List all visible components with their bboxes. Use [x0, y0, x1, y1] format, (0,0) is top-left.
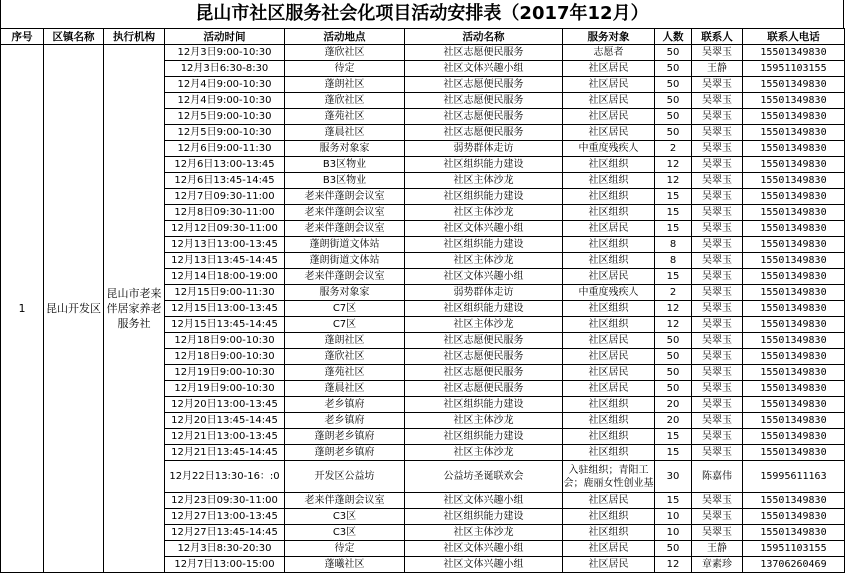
- cell-time: 12月19日9:00-10:30: [165, 365, 285, 381]
- cell-activity: 弱势群体走访: [405, 141, 563, 157]
- cell-phone: 15501349830: [743, 285, 845, 301]
- cell-phone: 15951103155: [743, 541, 845, 557]
- cell-activity: 社区主体沙龙: [405, 445, 563, 461]
- cell-count: 50: [655, 93, 692, 109]
- header-cell-district: 区镇名称: [44, 29, 104, 45]
- cell-contact: 吴翠玉: [692, 493, 743, 509]
- cell-activity: 社区文体兴趣小组: [405, 541, 563, 557]
- cell-target: 社区组织: [563, 413, 655, 429]
- cell-phone: 15501349830: [743, 125, 845, 141]
- cell-place: 蓬欣社区: [285, 93, 405, 109]
- cell-target: 社区组织: [563, 445, 655, 461]
- cell-time: 12月8日09:30-11:00: [165, 205, 285, 221]
- cell-target: 志愿者: [563, 45, 655, 61]
- cell-activity: 社区文体兴趣小组: [405, 221, 563, 237]
- cell-place: 蓬朗老乡镇府: [285, 429, 405, 445]
- cell-time: 12月3日6:30-8:30: [165, 61, 285, 77]
- cell-place: C7区: [285, 317, 405, 333]
- cell-contact: 吴翠玉: [692, 141, 743, 157]
- cell-target: 社区居民: [563, 493, 655, 509]
- cell-contact: 王静: [692, 61, 743, 77]
- cell-count: 15: [655, 493, 692, 509]
- cell-activity: 社区组织能力建设: [405, 189, 563, 205]
- cell-place: 老来伴蓬朗会议室: [285, 221, 405, 237]
- cell-activity: 社区主体沙龙: [405, 173, 563, 189]
- cell-place: 待定: [285, 61, 405, 77]
- cell-target: 社区组织: [563, 317, 655, 333]
- cell-phone: 15501349830: [743, 301, 845, 317]
- cell-target: 社区居民: [563, 333, 655, 349]
- cell-time: 12月6日13:00-13:45: [165, 157, 285, 173]
- cell-time: 12月4日9:00-10:30: [165, 93, 285, 109]
- cell-time: 12月13日13:45-14:45: [165, 253, 285, 269]
- sheet-title: 昆山市社区服务社会化项目活动安排表（2017年12月）: [0, 0, 844, 28]
- cell-target: 社区居民: [563, 77, 655, 93]
- cell-time: 12月18日9:00-10:30: [165, 349, 285, 365]
- cell-activity: 社区文体兴趣小组: [405, 493, 563, 509]
- cell-activity: 社区文体兴趣小组: [405, 269, 563, 285]
- cell-count: 15: [655, 189, 692, 205]
- cell-count: 15: [655, 269, 692, 285]
- cell-phone: 15951103155: [743, 61, 845, 77]
- cell-phone: 15501349830: [743, 413, 845, 429]
- cell-place: 蓬苑社区: [285, 365, 405, 381]
- cell-target: 社区组织: [563, 237, 655, 253]
- cell-place: 蓬晨社区: [285, 125, 405, 141]
- cell-target: 社区居民: [563, 541, 655, 557]
- cell-count: 8: [655, 237, 692, 253]
- cell-count: 8: [655, 253, 692, 269]
- header-cell-contact: 联系人: [692, 29, 743, 45]
- cell-contact: 吴翠玉: [692, 333, 743, 349]
- cell-phone: 15501349830: [743, 173, 845, 189]
- cell-contact: 吴翠玉: [692, 285, 743, 301]
- cell-phone: 15501349830: [743, 205, 845, 221]
- cell-count: 20: [655, 413, 692, 429]
- cell-phone: 15501349830: [743, 365, 845, 381]
- cell-count: 50: [655, 365, 692, 381]
- cell-activity: 社区文体兴趣小组: [405, 61, 563, 77]
- cell-place: C3区: [285, 509, 405, 525]
- cell-activity: 社区主体沙龙: [405, 525, 563, 541]
- cell-place: 老乡镇府: [285, 413, 405, 429]
- cell-seq: 1: [1, 45, 44, 573]
- cell-count: 50: [655, 541, 692, 557]
- cell-contact: 吴翠玉: [692, 269, 743, 285]
- cell-target: 社区居民: [563, 381, 655, 397]
- cell-time: 12月14日18:00-19:00: [165, 269, 285, 285]
- cell-contact: 吴翠玉: [692, 525, 743, 541]
- cell-target: 社区组织: [563, 253, 655, 269]
- cell-contact: 章素珍: [692, 557, 743, 573]
- cell-target: 社区组织: [563, 509, 655, 525]
- cell-time: 12月5日9:00-10:30: [165, 109, 285, 125]
- cell-time: 12月7日09:30-11:00: [165, 189, 285, 205]
- cell-time: 12月22日13:30-16：:0: [165, 461, 285, 493]
- cell-contact: 吴翠玉: [692, 45, 743, 61]
- cell-activity: 社区组织能力建设: [405, 237, 563, 253]
- cell-count: 50: [655, 333, 692, 349]
- cell-time: 12月21日13:00-13:45: [165, 429, 285, 445]
- cell-contact: 吴翠玉: [692, 413, 743, 429]
- cell-place: 蓬晨社区: [285, 381, 405, 397]
- schedule-table: [0, 28, 845, 573]
- header-cell-time: 活动时间: [165, 29, 285, 45]
- header-cell-seq: 序号: [1, 29, 44, 45]
- cell-contact: 吴翠玉: [692, 429, 743, 445]
- cell-count: 15: [655, 445, 692, 461]
- cell-count: 12: [655, 557, 692, 573]
- cell-target: 社区组织: [563, 301, 655, 317]
- cell-count: 2: [655, 285, 692, 301]
- cell-contact: 吴翠玉: [692, 173, 743, 189]
- header-cell-phone: 联系人电话: [743, 29, 845, 45]
- cell-target: 社区组织: [563, 429, 655, 445]
- cell-phone: 15501349830: [743, 333, 845, 349]
- cell-phone: 15501349830: [743, 77, 845, 93]
- cell-contact: 吴翠玉: [692, 365, 743, 381]
- cell-place: 蓬朗街道文体站: [285, 253, 405, 269]
- cell-activity: 公益坊圣诞联欢会: [405, 461, 563, 493]
- cell-target: 社区居民: [563, 109, 655, 125]
- cell-phone: 15501349830: [743, 189, 845, 205]
- cell-phone: 15501349830: [743, 269, 845, 285]
- cell-phone: 15501349830: [743, 109, 845, 125]
- cell-count: 50: [655, 349, 692, 365]
- cell-place: 蓬朗老乡镇府: [285, 445, 405, 461]
- cell-target: 社区居民: [563, 557, 655, 573]
- cell-place: 服务对象家: [285, 285, 405, 301]
- cell-district: 昆山开发区: [44, 45, 104, 573]
- cell-place: 老来伴蓬朗会议室: [285, 205, 405, 221]
- cell-count: 15: [655, 429, 692, 445]
- cell-count: 12: [655, 157, 692, 173]
- cell-time: 12月12日09:30-11:00: [165, 221, 285, 237]
- cell-place: B3区物业: [285, 173, 405, 189]
- cell-phone: 15501349830: [743, 253, 845, 269]
- cell-phone: 15501349830: [743, 237, 845, 253]
- cell-time: 12月27日13:00-13:45: [165, 509, 285, 525]
- cell-activity: 社区志愿便民服务: [405, 125, 563, 141]
- cell-place: C7区: [285, 301, 405, 317]
- cell-activity: 社区组织能力建设: [405, 429, 563, 445]
- cell-contact: 吴翠玉: [692, 125, 743, 141]
- cell-contact: 吴翠玉: [692, 445, 743, 461]
- cell-count: 20: [655, 397, 692, 413]
- cell-activity: 社区志愿便民服务: [405, 77, 563, 93]
- cell-agency: 昆山市老来伴居家养老服务社: [104, 45, 165, 573]
- cell-time: 12月7日13:00-15:00: [165, 557, 285, 573]
- cell-time: 12月23日09:30-11:00: [165, 493, 285, 509]
- header-cell-activity: 活动名称: [405, 29, 563, 45]
- cell-activity: 社区组织能力建设: [405, 301, 563, 317]
- cell-place: 老来伴蓬朗会议室: [285, 189, 405, 205]
- cell-contact: 吴翠玉: [692, 221, 743, 237]
- cell-count: 10: [655, 509, 692, 525]
- cell-place: C3区: [285, 525, 405, 541]
- cell-phone: 15501349830: [743, 317, 845, 333]
- cell-time: 12月3日8:30-20:30: [165, 541, 285, 557]
- cell-phone: 15501349830: [743, 381, 845, 397]
- cell-target: 社区组织: [563, 205, 655, 221]
- cell-phone: 15501349830: [743, 429, 845, 445]
- cell-contact: 吴翠玉: [692, 109, 743, 125]
- cell-count: 50: [655, 77, 692, 93]
- cell-time: 12月20日13:00-13:45: [165, 397, 285, 413]
- cell-place: 老来伴蓬朗会议室: [285, 269, 405, 285]
- header-cell-agency: 执行机构: [104, 29, 165, 45]
- cell-place: 蓬曦社区: [285, 557, 405, 573]
- cell-phone: 15501349830: [743, 221, 845, 237]
- cell-phone: 15501349830: [743, 445, 845, 461]
- cell-phone: 15501349830: [743, 509, 845, 525]
- cell-phone: 15501349830: [743, 141, 845, 157]
- cell-target: 社区居民: [563, 221, 655, 237]
- cell-place: 老来伴蓬朗会议室: [285, 493, 405, 509]
- cell-count: 30: [655, 461, 692, 493]
- header-cell-count: 人数: [655, 29, 692, 45]
- cell-time: 12月13日13:00-13:45: [165, 237, 285, 253]
- cell-target: 入驻组织；青阳工会；鹿丽女性创业基: [563, 461, 655, 493]
- cell-target: 中重度残疾人: [563, 285, 655, 301]
- cell-phone: 15501349830: [743, 349, 845, 365]
- cell-target: 社区居民: [563, 61, 655, 77]
- cell-place: B3区物业: [285, 157, 405, 173]
- cell-count: 50: [655, 61, 692, 77]
- cell-count: 50: [655, 45, 692, 61]
- cell-time: 12月15日13:45-14:45: [165, 317, 285, 333]
- cell-target: 社区居民: [563, 365, 655, 381]
- cell-place: 蓬欣社区: [285, 45, 405, 61]
- cell-time: 12月15日9:00-11:30: [165, 285, 285, 301]
- cell-target: 社区组织: [563, 157, 655, 173]
- cell-activity: 社区志愿便民服务: [405, 349, 563, 365]
- header-row: [1, 29, 845, 45]
- cell-activity: 社区组织能力建设: [405, 157, 563, 173]
- cell-time: 12月5日9:00-10:30: [165, 125, 285, 141]
- cell-time: 12月4日9:00-10:30: [165, 77, 285, 93]
- cell-time: 12月20日13:45-14:45: [165, 413, 285, 429]
- cell-time: 12月18日9:00-10:30: [165, 333, 285, 349]
- cell-time: 12月6日13:45-14:45: [165, 173, 285, 189]
- cell-time: 12月3日9:00-10:30: [165, 45, 285, 61]
- cell-count: 12: [655, 317, 692, 333]
- cell-count: 50: [655, 125, 692, 141]
- cell-place: 蓬苑社区: [285, 109, 405, 125]
- cell-activity: 社区主体沙龙: [405, 253, 563, 269]
- cell-time: 12月15日13:00-13:45: [165, 301, 285, 317]
- cell-target: 社区居民: [563, 125, 655, 141]
- cell-target: 社区组织: [563, 525, 655, 541]
- cell-count: 50: [655, 381, 692, 397]
- cell-time: 12月21日13:45-14:45: [165, 445, 285, 461]
- cell-activity: 社区志愿便民服务: [405, 93, 563, 109]
- cell-phone: 15501349830: [743, 525, 845, 541]
- cell-target: 社区组织: [563, 173, 655, 189]
- cell-contact: 陈嘉伟: [692, 461, 743, 493]
- cell-target: 社区居民: [563, 93, 655, 109]
- cell-place: 待定: [285, 541, 405, 557]
- cell-phone: 15501349830: [743, 493, 845, 509]
- cell-activity: 社区组织能力建设: [405, 509, 563, 525]
- cell-contact: 吴翠玉: [692, 317, 743, 333]
- cell-place: 蓬朗社区: [285, 333, 405, 349]
- cell-place: 蓬朗社区: [285, 77, 405, 93]
- cell-contact: 吴翠玉: [692, 93, 743, 109]
- cell-contact: 吴翠玉: [692, 253, 743, 269]
- cell-count: 12: [655, 173, 692, 189]
- cell-target: 社区居民: [563, 349, 655, 365]
- cell-contact: 吴翠玉: [692, 77, 743, 93]
- cell-contact: 吴翠玉: [692, 349, 743, 365]
- cell-target: 社区居民: [563, 269, 655, 285]
- cell-target: 社区组织: [563, 397, 655, 413]
- cell-activity: 社区志愿便民服务: [405, 381, 563, 397]
- cell-activity: 社区志愿便民服务: [405, 109, 563, 125]
- cell-phone: 15995611163: [743, 461, 845, 493]
- header-cell-target: 服务对象: [563, 29, 655, 45]
- table-row: [1, 45, 845, 61]
- cell-contact: 吴翠玉: [692, 509, 743, 525]
- cell-count: 10: [655, 525, 692, 541]
- cell-time: 12月19日9:00-10:30: [165, 381, 285, 397]
- cell-place: 老乡镇府: [285, 397, 405, 413]
- cell-time: 12月6日9:00-11:30: [165, 141, 285, 157]
- cell-contact: 吴翠玉: [692, 237, 743, 253]
- cell-activity: 社区志愿便民服务: [405, 365, 563, 381]
- cell-place: 服务对象家: [285, 141, 405, 157]
- cell-contact: 吴翠玉: [692, 397, 743, 413]
- cell-count: 12: [655, 301, 692, 317]
- cell-phone: 15501349830: [743, 397, 845, 413]
- cell-activity: 社区志愿便民服务: [405, 45, 563, 61]
- cell-place: 开发区公益坊: [285, 461, 405, 493]
- cell-contact: 王静: [692, 541, 743, 557]
- cell-contact: 吴翠玉: [692, 205, 743, 221]
- cell-activity: 社区主体沙龙: [405, 317, 563, 333]
- cell-place: 蓬朗街道文体站: [285, 237, 405, 253]
- cell-activity: 社区组织能力建设: [405, 397, 563, 413]
- cell-phone: 13706260469: [743, 557, 845, 573]
- cell-contact: 吴翠玉: [692, 381, 743, 397]
- cell-count: 2: [655, 141, 692, 157]
- cell-activity: 社区文体兴趣小组: [405, 557, 563, 573]
- cell-count: 15: [655, 205, 692, 221]
- cell-place: 蓬欣社区: [285, 349, 405, 365]
- cell-contact: 吴翠玉: [692, 157, 743, 173]
- cell-activity: 社区主体沙龙: [405, 205, 563, 221]
- cell-phone: 15501349830: [743, 157, 845, 173]
- cell-contact: 吴翠玉: [692, 189, 743, 205]
- cell-time: 12月27日13:45-14:45: [165, 525, 285, 541]
- cell-activity: 弱势群体走访: [405, 285, 563, 301]
- cell-contact: 吴翠玉: [692, 301, 743, 317]
- cell-phone: 15501349830: [743, 93, 845, 109]
- cell-target: 社区组织: [563, 189, 655, 205]
- cell-phone: 15501349830: [743, 45, 845, 61]
- cell-target: 中重度残疾人: [563, 141, 655, 157]
- cell-activity: 社区志愿便民服务: [405, 333, 563, 349]
- cell-count: 15: [655, 221, 692, 237]
- cell-count: 50: [655, 109, 692, 125]
- cell-activity: 社区主体沙龙: [405, 413, 563, 429]
- header-cell-place: 活动地点: [285, 29, 405, 45]
